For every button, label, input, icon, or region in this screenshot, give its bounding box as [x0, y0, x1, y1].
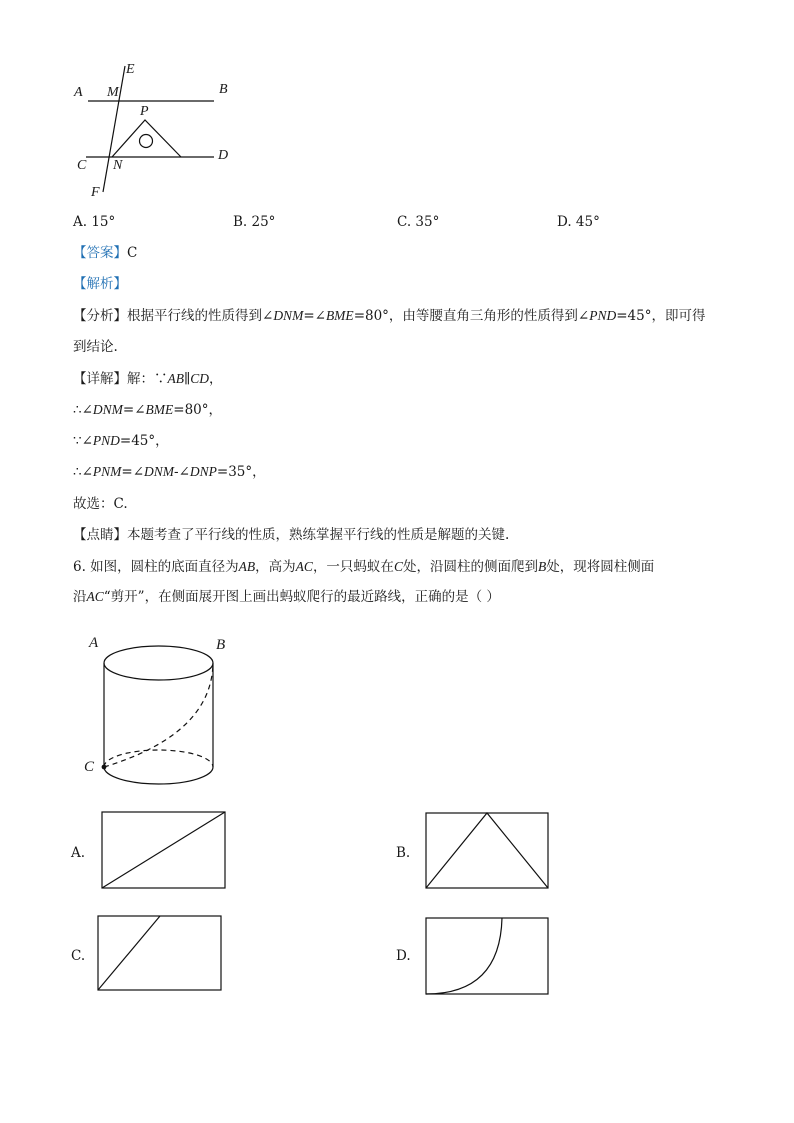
q6-var: AB — [238, 559, 256, 574]
q5-option-c: C. 35° — [397, 214, 440, 230]
cyl-label-c: C — [84, 759, 95, 775]
label-m: M — [107, 85, 119, 100]
fenxi-text: =45°，即可得 — [616, 308, 706, 324]
detail-text: =∠ — [121, 464, 145, 480]
label-a1: A — [74, 85, 83, 100]
q6-text: “剪开”，在侧面展开图上画出蚂蚁爬行的最近路线，正确的是（ ） — [103, 589, 500, 605]
detail-tag: 【详解】 — [73, 371, 127, 387]
q6-option-c-label: C. — [71, 948, 86, 964]
detail-var: CD — [190, 371, 210, 386]
q6-var: B — [537, 559, 547, 574]
detail-var: AB — [167, 371, 184, 386]
fenxi-angle: DNM — [273, 308, 304, 323]
cyl-label-a: A — [89, 635, 99, 651]
detail-text: ∵∠ — [73, 433, 93, 449]
answer-value: C — [127, 245, 138, 261]
detail-text: ∥ — [184, 371, 191, 387]
fenxi-text: =∠ — [303, 308, 326, 324]
q6-text: ，一只蚂蚁在 — [312, 559, 394, 575]
fenxi-tag: 【分析】 — [73, 308, 127, 324]
q6-text: 处，现将圆柱侧面 — [546, 559, 655, 575]
label-f: F — [91, 185, 100, 200]
label-b1: B — [219, 82, 228, 97]
dianjing-text: 本题考查了平行线的性质，熟练掌握平行线的性质是解题的关键. — [127, 527, 510, 543]
detail-text: =∠ — [122, 402, 146, 418]
q5-option-b: B. 25° — [233, 214, 276, 230]
fenxi-angle: PND — [589, 308, 617, 323]
detail-var: PNM — [92, 464, 122, 479]
q5-option-a: A. 15° — [73, 214, 116, 230]
detail-line-5: 故选：C. — [73, 496, 128, 512]
detail-var: DNM — [92, 402, 123, 417]
detail-text: -∠ — [174, 464, 190, 480]
detail-text: ， — [209, 371, 223, 387]
q5-option-d: D. 45° — [557, 214, 600, 230]
label-c1: C — [77, 158, 87, 173]
q6-option-b-label: B. — [396, 845, 411, 861]
detail-text: ∴∠ — [73, 464, 93, 480]
detail-text: ∴∠ — [73, 402, 93, 418]
cyl-label-b: B — [216, 637, 226, 653]
label-e: E — [126, 62, 135, 77]
detail-text: =80°， — [173, 402, 223, 418]
q6-text: 沿 — [73, 589, 87, 605]
q6-option-a-label: A. — [71, 845, 86, 861]
detail-text: =35°， — [216, 464, 266, 480]
analysis-tag: 【解析】 — [73, 276, 127, 292]
q6-option-d-label: D. — [396, 948, 411, 964]
q6-text: ，高为 — [255, 559, 296, 575]
detail-var: PND — [92, 433, 120, 448]
q6-var: AC — [86, 589, 104, 604]
label-p: P — [140, 104, 149, 119]
detail-var: BME — [145, 402, 174, 417]
detail-var: DNP — [189, 464, 217, 479]
q6-var: AC — [295, 559, 313, 574]
fenxi-text: 根据平行线的性质得到∠ — [127, 308, 274, 324]
answer-tag: 【答案】 — [73, 245, 127, 261]
q6-var: C — [393, 559, 403, 574]
label-d: D — [218, 148, 229, 163]
detail-text: 解：∵ — [127, 371, 168, 387]
q6-text: 处，沿圆柱的侧面爬到 — [402, 559, 538, 575]
fenxi-line-2: 到结论. — [73, 339, 118, 355]
detail-var: DNM — [144, 464, 175, 479]
label-n: N — [113, 158, 123, 173]
fenxi-text: =80°，由等腰直角三角形的性质得到∠ — [353, 308, 590, 324]
q6-text: 6. 如图，圆柱的底面直径为 — [73, 559, 239, 575]
dianjing-tag: 【点睛】 — [73, 527, 127, 543]
detail-text: =45°， — [119, 433, 169, 449]
fenxi-angle: BME — [325, 308, 354, 323]
